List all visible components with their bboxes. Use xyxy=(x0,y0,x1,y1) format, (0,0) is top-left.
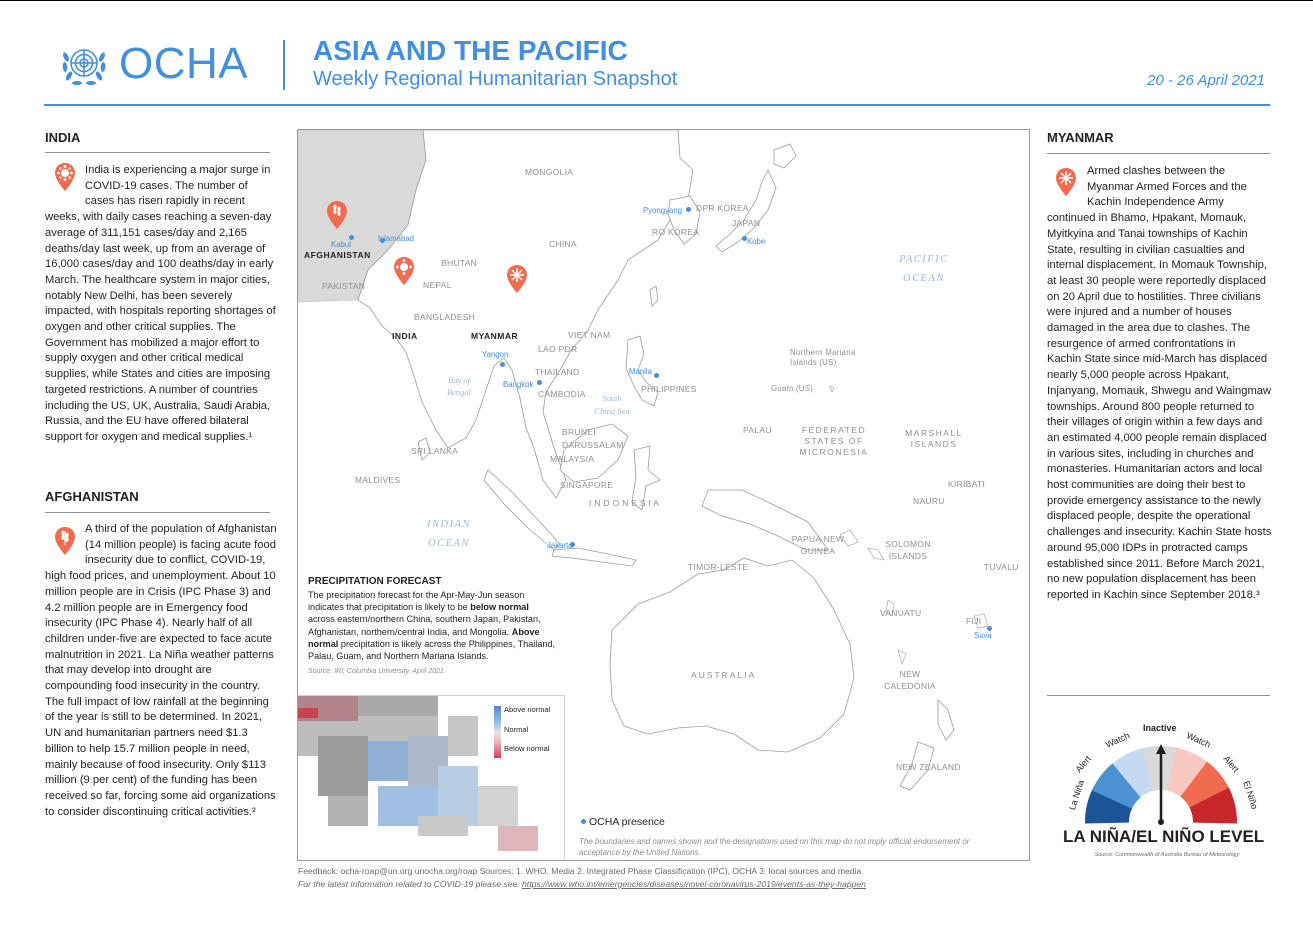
map-label-singapore: SINGAPORE xyxy=(560,480,614,490)
map-label-cambodia: CAMBODIA xyxy=(538,389,586,399)
map-label-fiji: FIJI xyxy=(966,616,982,626)
map-label-new-caledonia: NEW CALEDONIA xyxy=(884,669,936,691)
map-label-lao-pdr: LAO PDR xyxy=(538,344,578,354)
gauge-label-el-nino: El Niño xyxy=(1241,779,1260,811)
precip-text-3: precipitation is likely across the Philippines, Thailand, Palau, Guam, and Northern Mariana Islands. xyxy=(308,638,556,662)
map-label-vanuatu: VANUATU xyxy=(880,608,922,618)
precipitation-title: PRECIPITATION FORECAST xyxy=(308,576,442,587)
gauge-label-alert-right: Alert xyxy=(1221,753,1242,775)
report-date: 20 - 26 April 2021 xyxy=(1147,72,1265,89)
myanmar-section-rule xyxy=(1047,153,1270,154)
page-title: ASIA AND THE PACIFIC xyxy=(313,35,628,66)
footer-sources: Feedback: ocha-roap@un.org unocha.org/roap Sources: 1. WHO, Media 2. Integrated Phase Classification (IPC), OCHA 3. local sources and media xyxy=(298,866,862,876)
ocha-logo-text: OCHA xyxy=(119,39,249,88)
map-label-india: INDIA xyxy=(392,331,418,341)
precip-bold-2: Above normal xyxy=(308,626,540,649)
india-covid-pin-icon xyxy=(393,256,415,286)
map-label-myanmar: MYANMAR xyxy=(471,331,519,341)
map-label-pakistan: PAKISTAN xyxy=(322,281,366,291)
legend-above-normal: Above normal xyxy=(504,705,551,714)
page-subtitle: Weekly Regional Humanitarian Snapshot xyxy=(313,68,678,90)
afghanistan-text-indent xyxy=(45,522,85,568)
myanmar-text: Armed clashes between the Myanmar Armed Forces and the Kachin Independence Army continued in Bhamo, Hpakant, Momauk, Myitkyina and Tanai townships of Kachin State, resulting in civilian casualties and internal displacement. In Momauk Township, at least 30 people were reportedly displaced on 20 April due to hostilities. Three civilians were injured and a number of houses damaged in the area due to clashes. The resurgence of armed confrontations in Kachin State since mid-March has displaced nearly 5,000 people across Hpakant, Injanyang, Momauk, Shwegu and Waingmaw townships. Around 800 people returned to their villages of origin within a few days and an estimated 4,000 people remain displaced in various sites, including in churches and monasteries. Humanitarian actors and local host communities are doing their best to provide emergency assistance to the newly displaced people, despite the operational challenges and insecurity. Kachin State hosts around 95,000 IDPs in protracted camps established since 2011. Before March 2021, no new population displacement has been reported in Kachin since September 2018.³ xyxy=(1047,165,1272,601)
un-emblem-icon xyxy=(57,41,111,89)
city-label-kobe: Kobe xyxy=(747,237,766,246)
map-label-png: PAPUA NEW GUINEA xyxy=(791,534,845,556)
afghanistan-text: A third of the population of Afghanistan (14 million people) is facing acute food insecurity due to conflict, COVID-19, high food prices, and unemployment. About 10 million people are in Crisis (IPC Phase 3) and 4.2 million people are in Emergency food insecurity (IPC Phase 4). Nearly half of all children under-five are expected to face acute malnutrition in 2021. La Niña weather patterns that may develop into drought are compounding food insecurity in the country. The full impact of low rainfall at the beginning of the year is still to be determined. In 2021, UN and humanitarian partners need $1.3 billion to help 15.7 million people in need, mainly because of food insecurity. Only $113 million (9 per cent) of the funding has been received so far, forcing some aid organizations to consider discontinuing critical activities.² xyxy=(45,523,277,818)
precip-text-1: The precipitation forecast for the Apr-May-Jun season indicates that precipitation is likely to be xyxy=(308,590,525,613)
map-label-mongolia: MONGOLIA xyxy=(525,167,574,177)
map-disclaimer: The boundaries and names shown and the designations used on this map do not imply official endorsement or acceptance by the United Nations. xyxy=(579,837,970,857)
india-section-rule xyxy=(45,152,270,153)
india-text: India is experiencing a major surge in COVID-19 cases. The number of cases has risen rapidly in recent weeks, with daily cases reaching a seven-day average of 311,151 cases/day and 2,165 deaths/day last week, up from an average of 16,000 cases/day and 100 deaths/day in early March. The healthcare system in major cities, notably New Delhi, has been severely impacted, with hospitals reporting shortages of oxygen and other critical supplies. The Government has mobilized a major effort to supply oxygen and other critical medical supplies, while States and cities are imposing targeted restrictions. A number of countries including the US, UK, Australia, Saudi Arabia, Russia, and the EU have offered bilateral support for oxygen and medical supplies.¹ xyxy=(45,164,276,443)
gauge-label-watch-right: Watch xyxy=(1185,730,1213,750)
precip-bold-1: below normal xyxy=(470,602,529,613)
myanmar-text-indent xyxy=(1047,164,1087,210)
map-label-timor-leste: TIMOR-LESTE xyxy=(688,562,749,572)
map-label-micronesia: FEDERATED STATES OF MICRONESIA xyxy=(799,425,869,457)
city-label-islamabad: Islamabad xyxy=(378,234,414,243)
ocha-presence-dot-bangkok xyxy=(537,380,542,385)
gauge-label-watch-left: Watch xyxy=(1104,730,1132,750)
top-border xyxy=(0,0,1313,1)
ocha-presence-dot-manila xyxy=(654,373,659,378)
city-label-manila: Manila xyxy=(629,367,652,376)
map-label-philippines: PHILIPPINES xyxy=(641,384,697,394)
map-label-indonesia: I N D O N E S I A xyxy=(589,498,660,508)
map-label-sri-lanka: SRI LANKA xyxy=(411,446,459,456)
map-label-maldives: MALDIVES xyxy=(355,475,401,485)
gauge-label-inactive: Inactive xyxy=(1143,723,1177,733)
ocha-presence-legend-label: OCHA presence xyxy=(589,816,665,828)
map-label-bangladesh: BANGLADESH xyxy=(414,312,476,322)
enso-level-gauge xyxy=(1058,718,1272,828)
ocha-presence-dot-yangon xyxy=(500,362,505,367)
map-label-nepal: NEPAL xyxy=(423,280,452,290)
gauge-label-la-nina: La Niña xyxy=(1066,778,1087,812)
map-label-nauru: NAURU xyxy=(913,496,945,506)
afghanistan-body-text xyxy=(45,522,277,820)
map-label-thailand: THAILAND xyxy=(535,367,580,377)
map-label-australia: AUSTRALIA xyxy=(691,670,757,680)
gauge-label-alert-left: Alert xyxy=(1073,753,1094,775)
map-label-viet-nam: VIET NAM xyxy=(568,330,611,340)
india-section-title: INDIA xyxy=(45,130,81,145)
map-label-china: CHINA xyxy=(549,239,577,249)
regional-map xyxy=(297,129,1030,861)
precipitation-forecast xyxy=(308,576,558,675)
precipitation-source: Source: IRI, Columbia University. April 2021 xyxy=(308,668,444,676)
city-label-suva: Suva xyxy=(974,631,992,640)
map-label-bay-of-bengal: Bay of Bengal xyxy=(446,375,472,397)
map-label-new-zealand: NEW ZEALAND xyxy=(896,762,961,772)
map-label-marshall: MARSHALL ISLANDS xyxy=(905,428,963,449)
map-label-afghanistan: AFGHANISTAN xyxy=(304,250,371,260)
myanmar-conflict-pin-icon xyxy=(506,264,528,294)
precipitation-heatmap xyxy=(298,696,564,861)
legend-normal: Normal xyxy=(504,725,529,734)
map-label-tuvalu: TUVALU xyxy=(984,562,1019,572)
map-label-palau: PALAU xyxy=(743,425,772,435)
city-label-yangon: Yangon xyxy=(482,350,509,359)
footer-covid-note xyxy=(298,879,866,889)
header-rule xyxy=(44,104,1270,106)
footer-who-link[interactable]: https://www.who.int/emergencies/diseases/novel-coronavirus-2019/events-as-they-happen xyxy=(522,879,866,889)
india-text-indent xyxy=(45,163,85,209)
map-label-solomon: SOLOMON ISLANDS xyxy=(885,539,931,561)
myanmar-body-text xyxy=(1047,164,1272,604)
gauge-source: Source: Commonwealth of Australia Bureau of Meteorology xyxy=(1094,852,1240,858)
precipitation-inset-map xyxy=(298,695,565,861)
map-label-brunei: BRUNEI DARUSSALAM xyxy=(562,427,624,450)
india-body-text xyxy=(45,163,277,446)
map-label-n-mariana: Northern Mariana Islands (US) xyxy=(790,348,856,367)
city-label-jakarta: Jakarta xyxy=(547,541,573,550)
ocha-presence-dot-pyongyang xyxy=(686,207,691,212)
map-label-south-china-sea: South China Sea xyxy=(594,393,630,416)
gauge-top-rule xyxy=(1047,695,1270,696)
map-label-guam: Guam (US) xyxy=(771,384,814,393)
footer-covid-prefix: For the latest information related to COVID-19 please see: xyxy=(298,879,520,889)
map-label-indian-ocean: INDIAN OCEAN xyxy=(427,519,471,549)
map-label-kiribati: KIRIBATI xyxy=(948,479,986,489)
ocha-presence-legend-dot xyxy=(581,819,586,824)
legend-below-normal: Below normal xyxy=(504,744,550,753)
map-label-ro-korea: RO KOREA xyxy=(652,227,700,237)
header-divider xyxy=(283,40,285,90)
afghanistan-section-title: AFGHANISTAN xyxy=(45,489,139,504)
afghanistan-food-pin-icon xyxy=(326,200,348,230)
afghanistan-section-rule xyxy=(45,512,270,513)
myanmar-section-title: MYANMAR xyxy=(1047,130,1114,145)
map-label-pacific-ocean: PACIFIC OCEAN xyxy=(899,254,949,284)
city-label-bangkok: Bangkok xyxy=(503,380,534,389)
precip-text-2: across eastern/northern China, southern Japan, Pakistan, Afghanistan, northern/central India, and Mongolia. xyxy=(308,614,541,637)
precipitation-text xyxy=(308,589,558,662)
city-label-pyongyang: Pyongyang xyxy=(643,206,683,215)
map-label-dpr-korea: DPR KOREA xyxy=(696,203,749,213)
map-label-bhutan: BHUTAN xyxy=(441,258,478,268)
gauge-title: LA NIÑA/EL NIÑO LEVEL xyxy=(1063,827,1265,846)
map-label-malaysia: MALAYSIA xyxy=(550,454,595,464)
map-label-japan: JAPAN xyxy=(732,218,761,228)
city-label-kabul: Kabul xyxy=(331,240,351,249)
precipitation-legend-bar xyxy=(494,706,501,758)
